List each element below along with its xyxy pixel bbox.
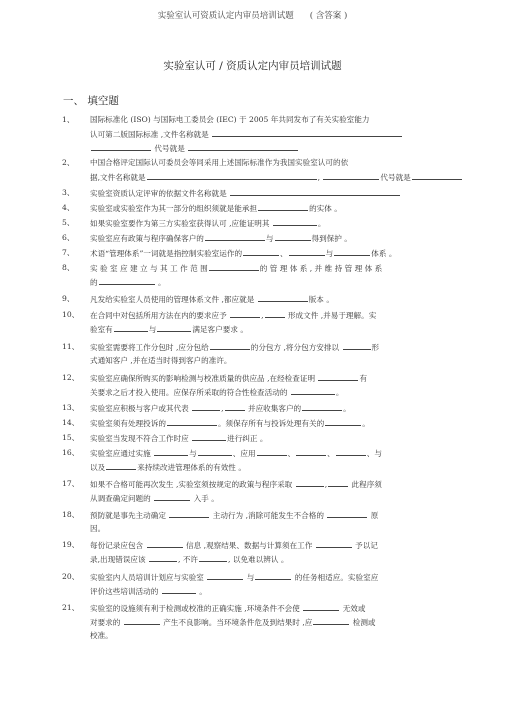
answer-blank[interactable] — [162, 584, 196, 594]
question-number: 9、 — [62, 294, 75, 303]
question-text: 实验室应有政策与程序确保客户的 — [90, 234, 204, 243]
question-text: 的 管 理 体 系 , 并 维 持 管 理 体 系 — [259, 264, 383, 273]
answer-blank[interactable] — [258, 292, 308, 302]
answer-blank[interactable] — [296, 446, 326, 456]
answer-blank[interactable] — [303, 601, 339, 611]
question-11 — [62, 340, 462, 368]
question-text: 式通知客户 ,并在适当时得到客户的准许。 — [90, 356, 232, 365]
question-text: 予以记 — [355, 541, 378, 550]
question-text: 、 — [287, 449, 296, 458]
question-text: 的任务相适应。实验室应 — [294, 573, 379, 582]
question-6 — [62, 231, 462, 245]
question-text: 的实体 。 — [309, 204, 342, 213]
question-number: 10、 — [62, 310, 80, 319]
question-number: 17、 — [62, 479, 80, 488]
question-text: 评价这些培训活动的 — [90, 587, 159, 596]
question-text: 进行纠正 。 — [227, 434, 268, 443]
answer-blank[interactable] — [334, 246, 370, 256]
question-text: 。 — [199, 587, 207, 596]
answer-blank[interactable] — [167, 416, 217, 426]
answer-blank[interactable] — [106, 460, 136, 470]
question-text: 。 — [362, 419, 370, 428]
answer-blank[interactable] — [257, 446, 287, 456]
answer-blank[interactable] — [327, 508, 367, 518]
question-7 — [62, 246, 462, 260]
question-text: 入手 。 — [193, 494, 219, 503]
answer-blank[interactable] — [154, 491, 190, 501]
question-20 — [62, 570, 462, 598]
answer-blank[interactable] — [124, 615, 160, 625]
question-text: 检测或 — [352, 618, 376, 627]
answer-blank[interactable] — [207, 570, 243, 580]
question-text: 与 — [189, 449, 197, 458]
question-text: 。 — [158, 278, 166, 287]
question-text: 版本 。 — [308, 295, 334, 304]
question-17 — [62, 477, 462, 505]
question-text: 体系 。 — [371, 249, 397, 258]
question-text: 校准。 — [90, 631, 113, 640]
question-text: 术语“管理体系”一词就是指控制实验室运作的 — [90, 249, 243, 258]
question-text: 关要求之后才投入使用。应保存所采取的符合性检查活动的 — [90, 388, 288, 397]
answer-blank[interactable] — [258, 201, 308, 211]
question-number: 12、 — [62, 373, 80, 382]
question-21 — [62, 601, 462, 643]
answer-blank[interactable] — [188, 141, 298, 151]
question-text: 如果实验室要作为第三方实验室获得认可 ,应能证明其 — [90, 219, 270, 228]
question-text: 主动行为 ,消除可能发生不合格的 — [212, 511, 324, 520]
question-text: 实验室资质认定评审的依据文件名称就是 — [90, 189, 227, 198]
question-text: 代号就是 — [380, 173, 411, 182]
question-text: 、 — [327, 449, 335, 458]
question-9 — [62, 292, 462, 306]
question-text: 凡发给实验室人员使用的管理体系文件 ,都应就是 — [90, 295, 255, 304]
answer-blank[interactable] — [243, 246, 279, 256]
question-18 — [62, 508, 462, 536]
question-text: 并应收集客户的 — [247, 404, 302, 413]
answer-blank[interactable] — [198, 446, 232, 456]
question-number: 7、 — [62, 248, 75, 257]
question-text: 形 — [371, 343, 380, 352]
question-text: 实验室内人员培训计划应与实验室 — [90, 573, 204, 582]
question-text: 产生不良影响。当环境条件危及到结果时 ,应 — [163, 618, 313, 627]
question-text: 。 — [343, 404, 351, 413]
question-text: 满足客户要求 。 — [192, 325, 248, 334]
question-text: 以免难以辨认 。 — [232, 555, 289, 564]
question-number: 5、 — [62, 218, 75, 227]
question-text: 信息 ,观察结果、数据与计算须在工作 — [186, 541, 313, 550]
question-19 — [62, 538, 462, 566]
question-text: 来持续改进管理体系的有效性 。 — [137, 463, 246, 472]
question-text: 、 — [280, 249, 288, 258]
question-text: 、应用 — [232, 449, 256, 458]
question-text: 实验室须有处理投诉的 — [90, 419, 166, 428]
question-text: 录,出现错误应该 — [90, 555, 146, 564]
answer-blank[interactable] — [157, 322, 191, 332]
answer-blank[interactable] — [336, 446, 366, 456]
question-13 — [62, 401, 462, 415]
question-15 — [62, 431, 462, 445]
question-text: 从调查确定问题的 — [90, 494, 151, 503]
answer-blank[interactable] — [343, 340, 371, 350]
question-5: 5、 如果实验室要作为第三方实验室获得认可 ,应能证明其 。 — [62, 218, 326, 228]
question-2: 2、 中国合格评定国际认可委员会等同采用上述国际标准作为我国实验室认可的依 据,文件名称就是 , 代号就是 — [62, 156, 462, 184]
question-text: 的 — [90, 278, 98, 287]
question-4 — [62, 201, 462, 215]
question-text: 实验室应确保所购买的影响检测与校准质量的供应品 ,在经检查证明 — [90, 374, 316, 383]
question-number: 18、 — [62, 510, 80, 519]
header-text: 实验室认可资质认定内审员培训试题 — [157, 11, 294, 21]
question-text: 实验室或实验室作为其一部分的组织须就是能承担 — [90, 204, 258, 213]
question-number: 11、 — [62, 342, 80, 351]
answer-blank[interactable] — [154, 446, 188, 456]
question-number: 8、 — [62, 263, 75, 272]
document-title: 实验室认可 / 资质认定内审员培训试题 — [163, 60, 342, 72]
question-number: 4、 — [62, 203, 75, 212]
answer-blank[interactable] — [210, 340, 250, 350]
question-number: 1、 — [62, 115, 75, 124]
question-16 — [62, 446, 462, 474]
answer-blank[interactable] — [230, 186, 400, 196]
answer-blank[interactable] — [291, 385, 335, 395]
question-text: 原 — [370, 511, 379, 520]
answer-blank[interactable] — [169, 508, 209, 518]
question-text: 实验室当发现不符合工作时应 — [90, 434, 189, 443]
question-text: 验室有 — [90, 325, 113, 334]
question-number: 16、 — [62, 448, 80, 457]
question-text: 此程序须 — [351, 480, 382, 489]
answer-blank[interactable] — [225, 401, 245, 411]
question-text: 据,文件名称就是 — [90, 173, 146, 182]
question-text: 对要求的 — [90, 618, 121, 627]
answer-blank[interactable] — [192, 401, 220, 411]
answer-blank[interactable] — [273, 216, 317, 226]
question-text: 实 验 室 应 建 立 与 其 工 作 范 围 — [90, 264, 208, 273]
question-text: 与 — [246, 573, 255, 582]
answer-blank[interactable] — [316, 538, 352, 548]
question-text: 与 — [148, 325, 157, 334]
question-number: 20、 — [62, 572, 80, 581]
question-text: 中国合格评定国际认可委员会等同采用上述国际标准作为我国实验室认可的依 — [90, 158, 349, 167]
answer-blank[interactable] — [275, 231, 311, 241]
answer-blank[interactable] — [318, 371, 358, 381]
question-text: 。 — [335, 388, 344, 397]
answer-blank[interactable] — [323, 170, 379, 180]
page-header — [0, 9, 505, 21]
question-text: , — [228, 555, 231, 564]
answer-blank[interactable] — [328, 477, 348, 487]
answer-blank[interactable] — [255, 570, 291, 580]
section-heading: 一、 填空题 — [63, 95, 119, 107]
answer-blank[interactable] — [192, 431, 226, 441]
header-answer-note: ( 含答案 ) — [309, 11, 348, 21]
question-text: 与 — [325, 249, 334, 258]
question-text: , — [324, 480, 328, 489]
answer-blank[interactable] — [114, 322, 148, 332]
answer-blank[interactable] — [265, 308, 285, 318]
question-text: 与 — [265, 234, 274, 243]
question-text: 的分包方 ,将分包方安排以 — [250, 343, 340, 352]
question-text: 因。 — [90, 524, 106, 533]
question-8 — [62, 261, 462, 289]
answer-blank[interactable] — [289, 246, 325, 256]
answer-blank[interactable] — [147, 170, 317, 180]
question-14 — [62, 416, 462, 430]
answer-blank[interactable] — [99, 275, 155, 285]
question-text: 在合同中对包括所用方法在内的要求应予 — [90, 311, 227, 320]
question-text: 国际标准化 (ISO) 与国际电工委员会 (IEC) 于 2005 年共同发布了有关实验室能力 — [90, 115, 370, 124]
question-text: 实验室的设施须有利于检测或校准的正确实施 ,环境条件不会使 — [90, 604, 300, 613]
answer-blank[interactable] — [199, 552, 227, 562]
question-text: 每份记录应包含 — [90, 541, 144, 550]
question-text: 得到保护 。 — [311, 234, 352, 243]
question-text: 实验室需要将工作分包时 ,应分包给 — [90, 343, 209, 352]
answer-blank[interactable] — [325, 416, 361, 426]
question-number: 21、 — [62, 603, 80, 612]
question-text: 无效或 — [342, 604, 366, 613]
question-number: 13、 — [62, 403, 80, 412]
question-text: 实验室应通过实施 — [90, 449, 151, 458]
answer-blank[interactable] — [412, 170, 462, 180]
question-text: 代号就是 — [154, 144, 185, 153]
answer-blank[interactable] — [91, 141, 151, 151]
answer-blank[interactable] — [147, 538, 183, 548]
answer-blank[interactable] — [302, 401, 342, 411]
answer-blank[interactable] — [212, 127, 402, 137]
question-text: 实验室应积极与客户或其代表 — [90, 404, 189, 413]
question-number: 2、 — [62, 158, 75, 167]
question-text: , — [178, 555, 181, 564]
question-number: 19、 — [62, 540, 80, 549]
question-number: 14、 — [62, 418, 80, 427]
answer-blank[interactable] — [149, 552, 177, 562]
answer-blank[interactable] — [209, 261, 259, 271]
question-text: 。须保存所有与投诉处理有关的 — [217, 419, 325, 428]
question-number: 3、 — [62, 188, 75, 197]
question-text: 认可第二版国际标准 ,文件名称就是 — [90, 130, 209, 139]
question-text: 预防就是事先主动确定 — [90, 511, 166, 520]
question-number: 15、 — [62, 433, 80, 442]
question-text: 不许 — [182, 555, 199, 564]
answer-blank[interactable] — [230, 308, 260, 318]
question-12 — [62, 371, 462, 399]
question-text: , — [261, 311, 264, 320]
answer-blank[interactable] — [205, 231, 265, 241]
answer-blank[interactable] — [313, 615, 349, 625]
question-text: 、与 — [366, 449, 382, 458]
question-text: 以及 — [90, 463, 106, 472]
question-10 — [62, 308, 462, 336]
question-number: 6、 — [62, 233, 75, 242]
question-text: 有 — [359, 374, 368, 383]
question-text: 如果不合格可能再次发生 ,实验室须按规定的政策与程序采取 — [90, 480, 293, 489]
question-3 — [62, 186, 462, 200]
question-text: 形成文件 ,并易于理解。实 — [287, 311, 377, 320]
question-1 — [62, 113, 462, 155]
question-text: , — [221, 404, 224, 413]
answer-blank[interactable] — [296, 477, 324, 487]
